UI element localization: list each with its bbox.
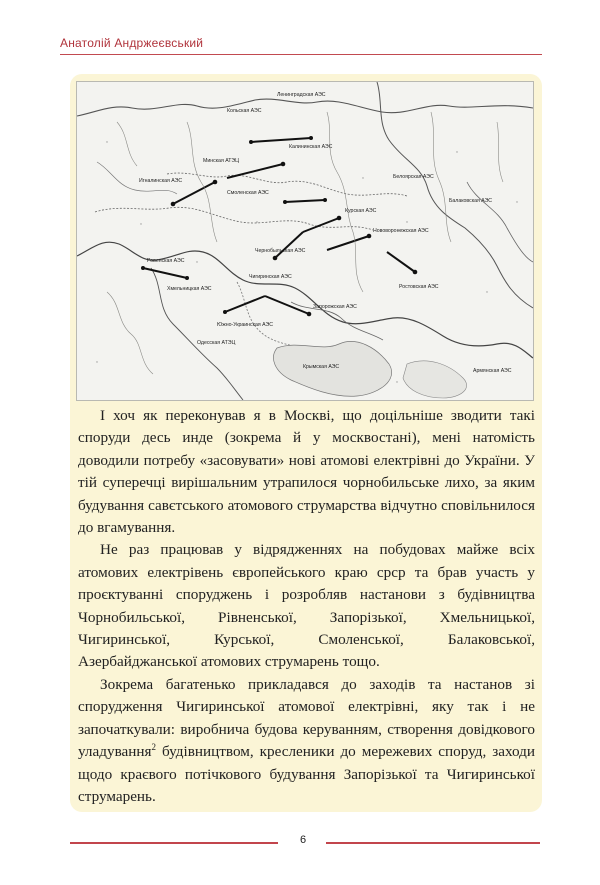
- map-label: Смоленская АЭС: [227, 190, 269, 196]
- map-label: Игналинская АЭС: [139, 178, 183, 184]
- map-label: Калининская АЭС: [289, 144, 333, 150]
- running-header-author: Анатолій Андржеєвський: [60, 36, 204, 50]
- header-rule: [60, 54, 542, 55]
- map-label: Чернобыльская АЭС: [255, 248, 306, 254]
- footer-rule-right: [326, 842, 540, 844]
- map-figure: [76, 81, 534, 401]
- footnote-ref: 2: [151, 742, 157, 753]
- footer-rule-left: [70, 842, 278, 844]
- map-label: Нововоронежская АЭС: [373, 228, 429, 234]
- map-label: Курская АЭС: [345, 208, 377, 214]
- paragraph-2: Не раз працював у відрядженнях на побудовах майже всіх атомових електрівень європейського краю срср та брав участь у проєктуванні споруджень і розробляв настанови з будівництва Чорнобильської, Рівненської, Запорізької, Хмельницької, Чигиринської, Курської, Смоленської, Балаковської, Азербайджанської атомових струмарень тощо.: [78, 541, 535, 671]
- map-label: Ровенская АЭС: [147, 258, 185, 264]
- paragraph-3-text-a: Зокрема багатенько прикладався до заходів та настанов зі спорудження Чигиринської атомової електрівні, яку так і не започаткували: виробнича будова керуванням, створення довідкового уладування: [78, 675, 535, 761]
- map-label: Чигиринская АЭС: [249, 274, 292, 280]
- page-number: 6: [299, 834, 307, 846]
- map-label: Белоярская АЭС: [393, 174, 434, 180]
- map-label: Кольская АЭС: [227, 108, 262, 114]
- map-label: Армянская АЭС: [473, 368, 512, 374]
- map-label: Ростовская АЭС: [399, 284, 439, 290]
- map-label: Одесская АТЭЦ: [197, 340, 236, 346]
- paragraph-3-text-b: будівництвом, кресленики до мережевих споруд, заходи щодо краєвого потічкового будування Запорізької та Чигиринської струмарень.: [78, 743, 535, 805]
- map-label: Балаковская АЭС: [449, 198, 493, 204]
- body-text: [78, 405, 535, 808]
- map-label: Запорожская АЭС: [313, 304, 357, 310]
- map-label: Минская АТЭЦ: [203, 158, 239, 164]
- paragraph-1: І хоч як переконував я в Москві, що доцільніше зводити такі споруди десь инде (зокрема й у москвостані), мені натомість доводили потребу «засовувати» нові атомові електрівні до України. У тій суперечці вирішальним утрапилося чорнобильське лихо, за яким будування савєтського атомового струмарства відчутно сповільнилося до вгамування.: [78, 407, 535, 537]
- paragraph-3: [78, 674, 535, 808]
- map-label: Южно-Украинская АЭС: [217, 322, 273, 328]
- map-label: Хмельницкая АЭС: [167, 286, 212, 292]
- map-label: Крымская АЭС: [303, 364, 340, 370]
- map-label: Ленинградская АЭС: [277, 92, 326, 98]
